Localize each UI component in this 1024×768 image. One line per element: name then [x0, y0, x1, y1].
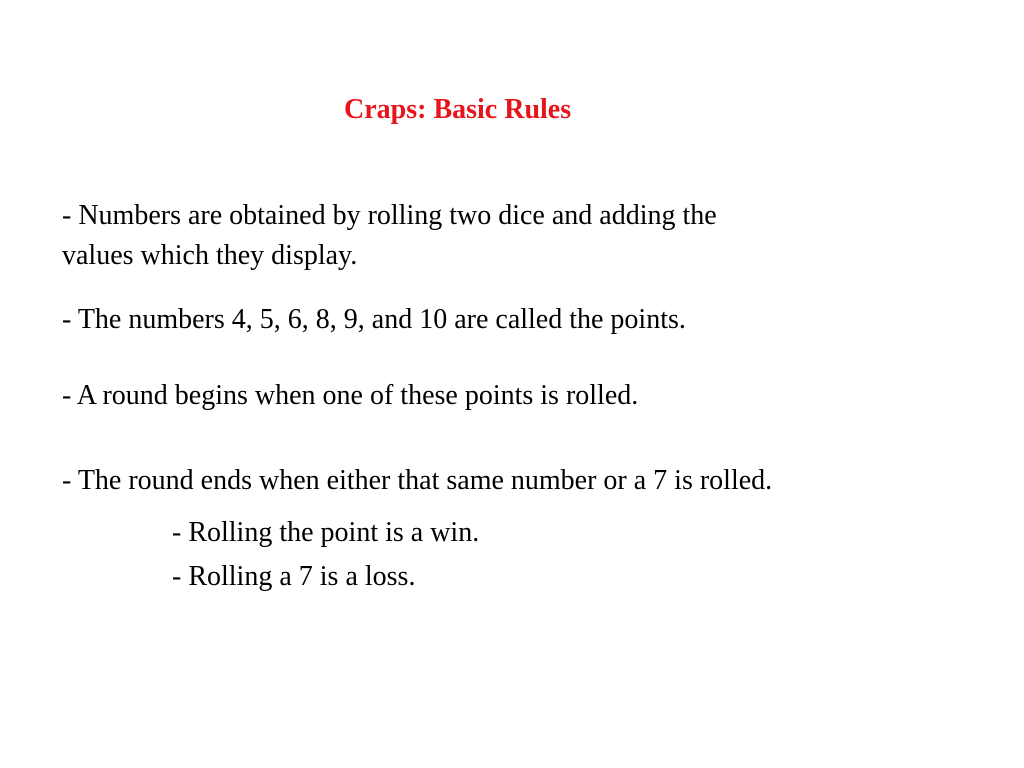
sub-bullet-win: - Rolling the point is a win. — [172, 517, 480, 548]
slide-title: Craps: Basic Rules — [344, 94, 572, 125]
bullet-line: - The numbers 4, 5, 6, 8, 9, and 10 are called the points. — [62, 304, 686, 335]
bullet-round-ends — [62, 461, 772, 501]
sub-bullet-loss: - Rolling a 7 is a loss. — [172, 561, 416, 592]
bullet-line: - A round begins when one of these points is rolled. — [62, 380, 639, 411]
bullet-dice-numbers — [62, 196, 717, 276]
bullet-round-begins — [62, 376, 638, 416]
bullet-points-definition — [62, 300, 686, 340]
bullet-line: - Numbers are obtained by rolling two dice and adding the — [62, 200, 717, 231]
bullet-line: values which they display. — [62, 240, 358, 271]
bullet-line: - The round ends when either that same number or a 7 is rolled. — [62, 465, 773, 496]
